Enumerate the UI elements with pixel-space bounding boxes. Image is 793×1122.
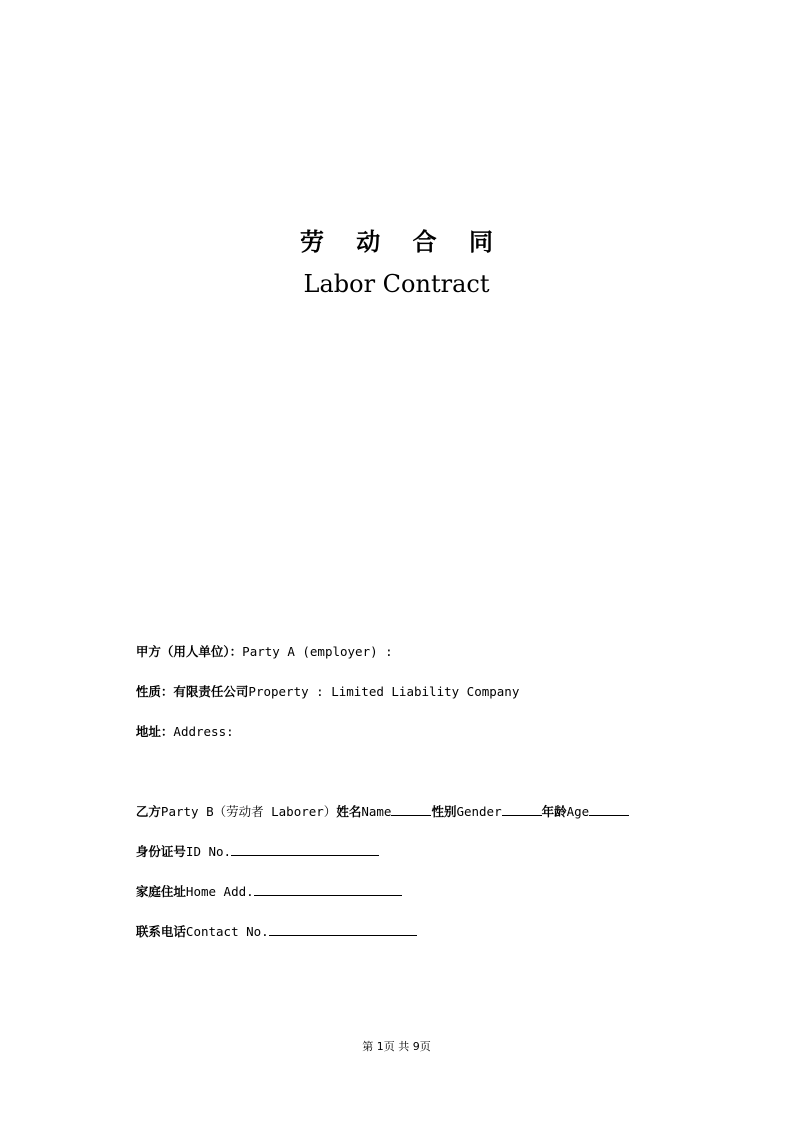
nature-label: 性质：有限责任公司 [135,684,249,699]
name-en-label: Name [361,804,392,819]
name-label: 姓名 [336,804,362,819]
document-title-en: Labor Contract [303,270,490,298]
page-footer: 第 1页 共 9页 [362,1040,431,1053]
age-blank[interactable] [589,802,629,816]
party-a-value: Party A (employer) : [242,644,393,659]
contact-label: 联系电话 [135,924,186,939]
address-value: Address: [173,724,234,739]
home-add-value: Home Add. [185,884,254,899]
name-blank[interactable] [391,802,431,816]
party-b-value: Party B（劳动者 Laborer） [160,804,337,819]
home-add-label: 家庭住址 [135,884,186,899]
address-label: 地址： [135,724,174,739]
gender-en-label: Gender [456,804,502,819]
home-add-blank[interactable] [254,882,402,896]
nature-value: Property : Limited Liability Company [248,684,520,699]
party-a-label: 甲方（用人单位）： [135,644,243,659]
gender-label: 性别 [431,804,457,819]
contact-line [120,902,417,962]
contact-blank[interactable] [269,922,417,936]
contact-value: Contact No. [185,924,269,939]
document-title-cn: 劳 动 合 同 [299,227,506,256]
age-en-label: Age [566,804,590,819]
id-no-label: 身份证号 [135,844,186,859]
id-no-value: ID No. [185,844,232,859]
age-label: 年龄 [541,804,567,819]
address-line [120,702,234,762]
id-no-blank[interactable] [231,842,379,856]
gender-blank[interactable] [502,802,542,816]
party-b-label: 乙方 [135,804,161,819]
